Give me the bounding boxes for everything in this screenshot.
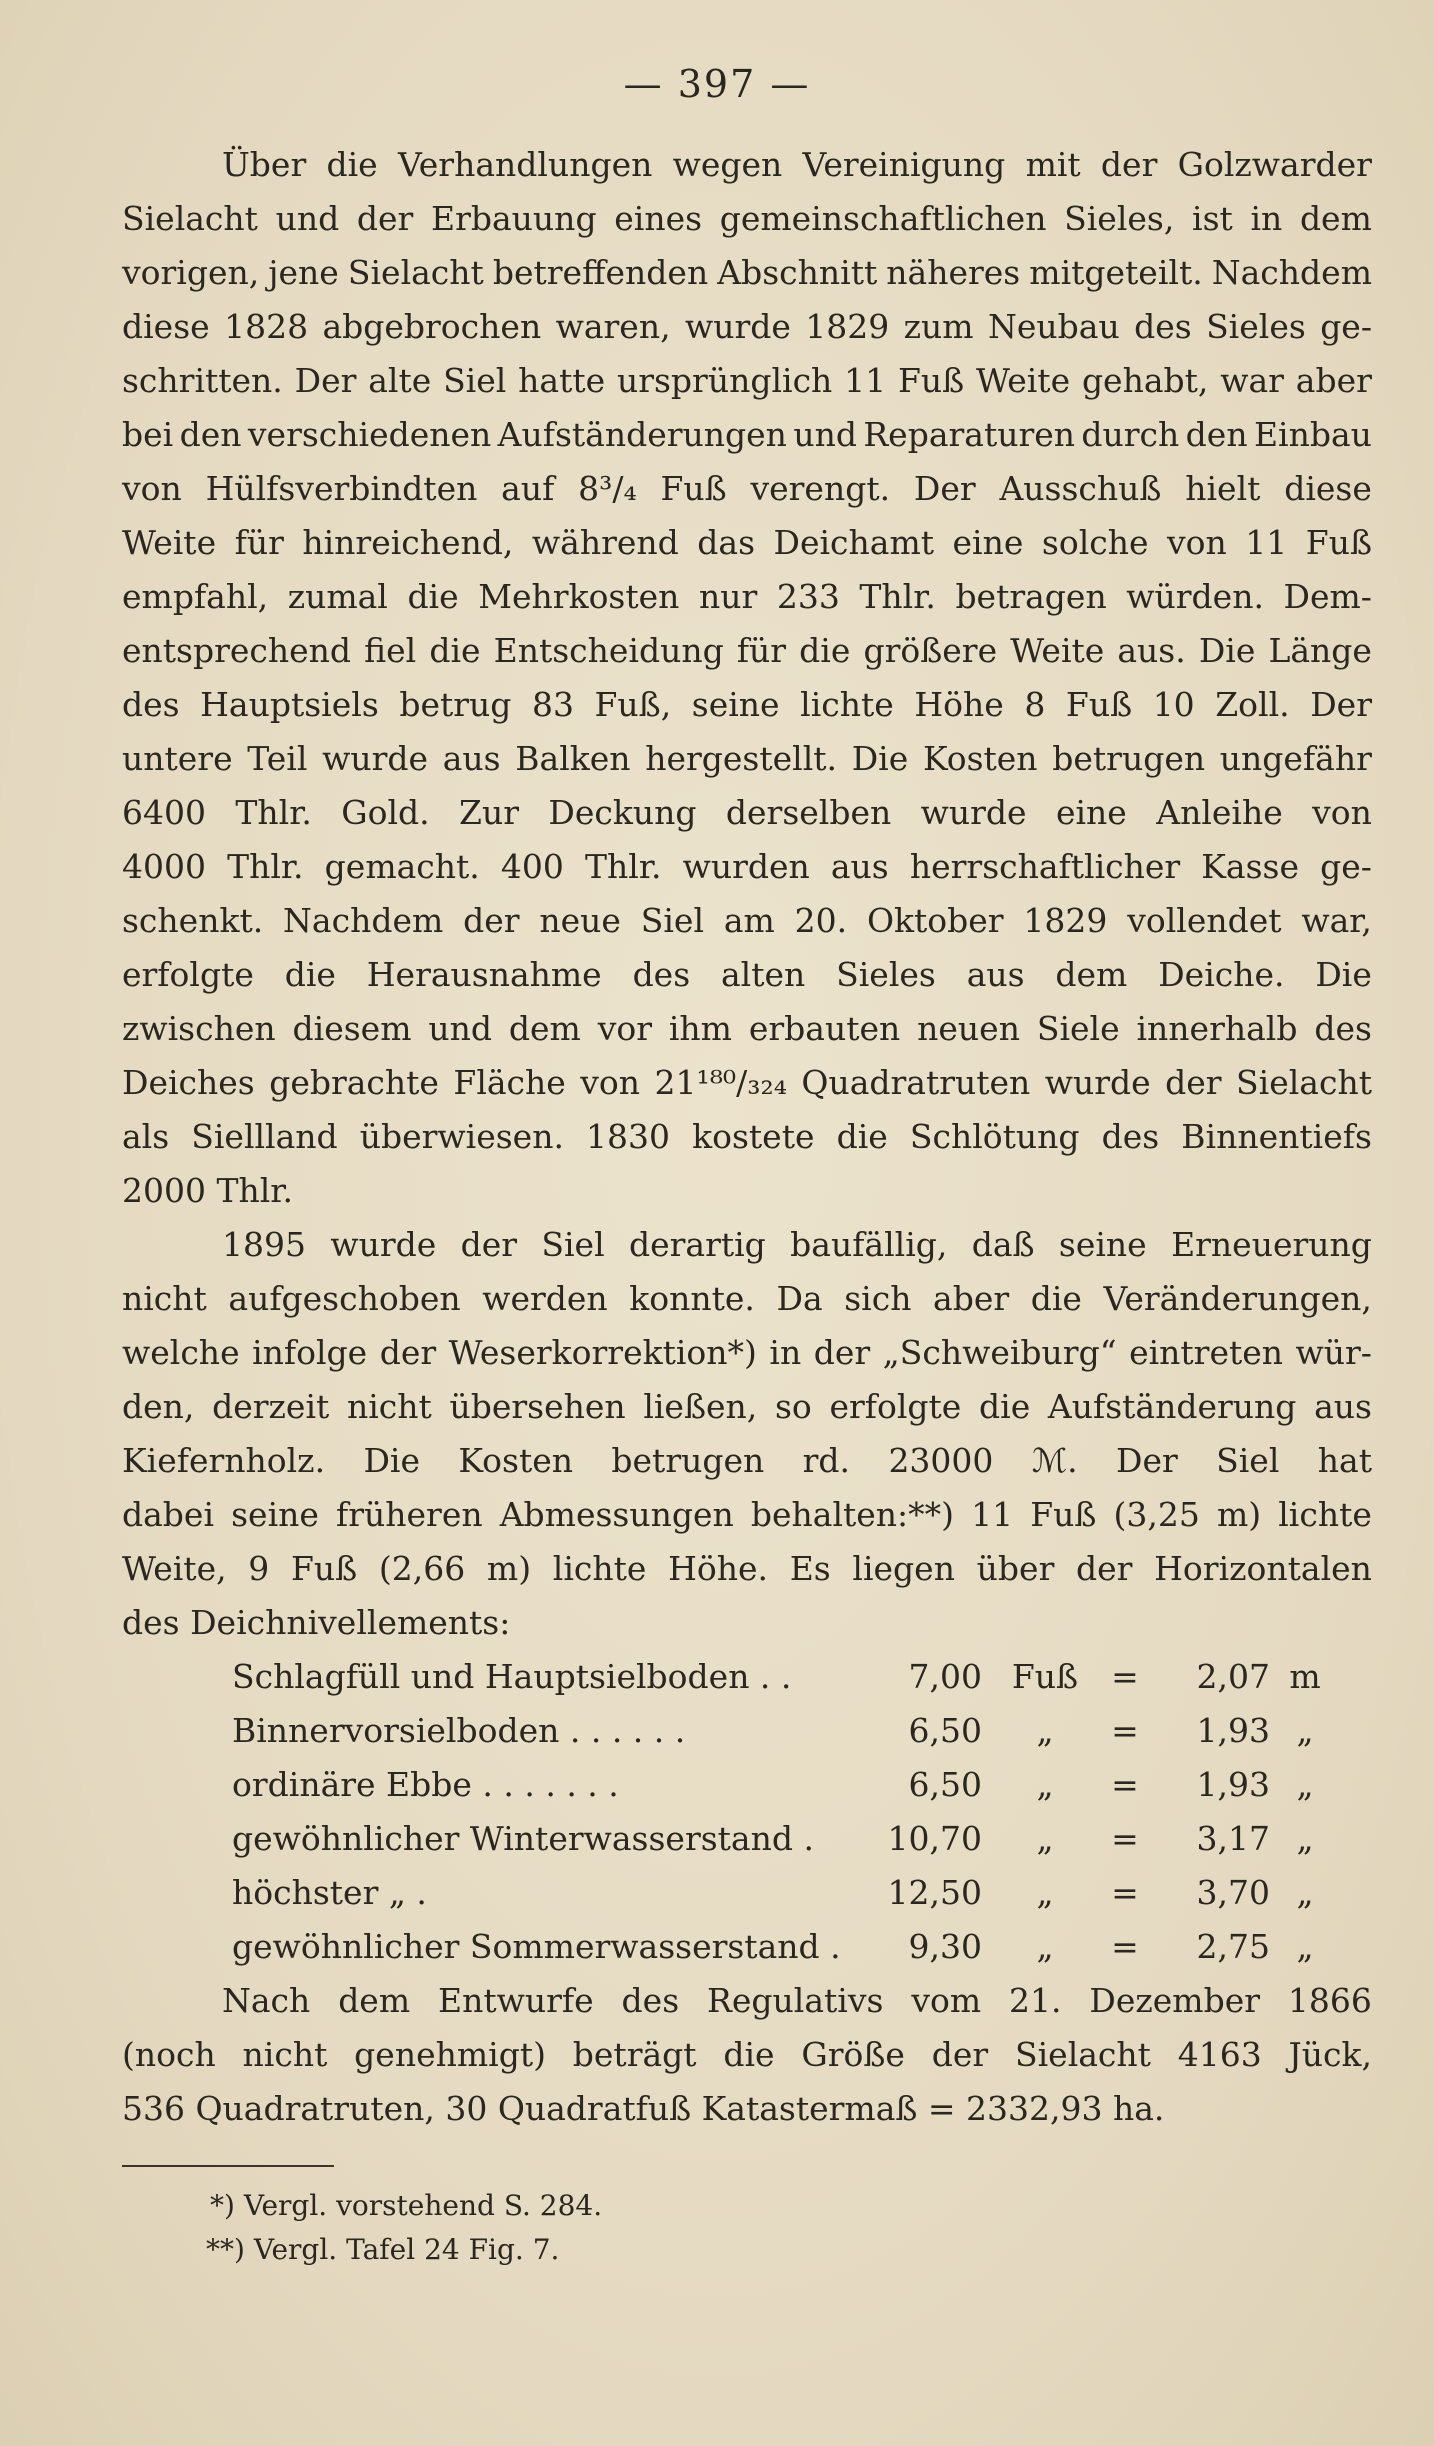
- cell-eq: =: [1111, 1711, 1139, 1750]
- cell-label: gewöhnlicher Sommerwasserstand .: [232, 1927, 841, 1966]
- cell-fuss: 6,50: [908, 1765, 982, 1804]
- text-line: Über die Verhandlungen wegen Vereinigung mit der Golzwarder: [222, 145, 1372, 184]
- text-line: welche infolge der Weserkorrektion*) in der „Schweiburg“ eintreten wür-: [122, 1333, 1372, 1372]
- text-line: schenkt. Nachdem der neue Siel am 20. Oktober 1829 vollendet war,: [122, 901, 1372, 940]
- cell-fuss: 12,50: [887, 1873, 982, 1912]
- cell-unit: „: [1036, 1765, 1054, 1804]
- cell-m: 3,70: [1196, 1873, 1270, 1912]
- text-line: den, derzeit nicht übersehen ließen, so erfolgte die Aufständerung aus: [122, 1387, 1372, 1426]
- table-row: [232, 1758, 1372, 1812]
- cell-fuss: 7,00: [908, 1657, 982, 1696]
- cell-label: Schlagfüll und Hauptsielboden . .: [232, 1657, 792, 1696]
- level-table: [232, 1650, 1372, 1974]
- cell-fuss: 10,70: [887, 1819, 982, 1858]
- text-line: bei den verschiedenen Aufständerungen und Reparaturen durch den Einbau: [122, 415, 1372, 454]
- cell-fuss: 6,50: [908, 1711, 982, 1750]
- cell-eq: =: [1111, 1765, 1139, 1804]
- text-line: (noch nicht genehmigt) beträgt die Größe der Sielacht 4163 Jück,: [122, 2035, 1372, 2074]
- cell-mu: „: [1296, 1873, 1314, 1912]
- cell-eq: =: [1111, 1927, 1139, 1966]
- text-line: Kiefernholz. Die Kosten betrugen rd. 23000 ℳ. Der Siel hat: [122, 1441, 1372, 1480]
- text-line: untere Teil wurde aus Balken hergestellt. Die Kosten betrugen ungefähr: [122, 739, 1372, 778]
- text-line: 4000 Thlr. gemacht. 400 Thlr. wurden aus herrschaftlicher Kasse ge-: [122, 847, 1372, 886]
- cell-unit: „: [1036, 1927, 1054, 1966]
- text-line: 536 Quadratruten, 30 Quadratfuß Katastermaß = 2332,93 ha.: [122, 2089, 1165, 2128]
- text-line: entsprechend fiel die Entscheidung für die größere Weite aus. Die Länge: [122, 631, 1372, 670]
- cell-eq: =: [1111, 1873, 1139, 1912]
- table-row: [232, 1920, 1372, 1974]
- footnote-1: *) Vergl. vorstehend S. 284.: [210, 2189, 603, 2222]
- text-line: nicht aufgeschoben werden konnte. Da sich aber die Veränderungen,: [122, 1279, 1372, 1318]
- paragraph-2: [122, 1218, 1372, 1650]
- text-line: 6400 Thlr. Gold. Zur Deckung derselben wurde eine Anleihe von: [122, 793, 1372, 832]
- cell-m: 3,17: [1196, 1819, 1270, 1858]
- text-line: des Hauptsiels betrug 83 Fuß, seine lichte Höhe 8 Fuß 10 Zoll. Der: [122, 685, 1372, 724]
- table-row: [232, 1812, 1372, 1866]
- text-line: erfolgte die Herausnahme des alten Sieles aus dem Deiche. Die: [122, 955, 1372, 994]
- table-row: [232, 1650, 1372, 1704]
- table-row: [232, 1866, 1372, 1920]
- page-number: — 397 —: [623, 62, 811, 106]
- table-row: [232, 1704, 1372, 1758]
- text-line: 2000 Thlr.: [122, 1171, 293, 1210]
- cell-mu: m: [1289, 1657, 1321, 1696]
- footnote-rule: [122, 2165, 334, 2167]
- cell-m: 2,75: [1196, 1927, 1270, 1966]
- cell-eq: =: [1111, 1657, 1139, 1696]
- cell-mu: „: [1296, 1927, 1314, 1966]
- cell-m: 1,93: [1196, 1765, 1270, 1804]
- text-line: des Deichnivellements:: [122, 1603, 511, 1642]
- text-line: zwischen diesem und dem vor ihm erbauten neuen Siele innerhalb des: [122, 1009, 1372, 1048]
- text-line: Sielacht und der Erbauung eines gemeinschaftlichen Sieles, ist in dem: [122, 199, 1372, 238]
- footnote-2: **) Vergl. Tafel 24 Fig. 7.: [206, 2233, 560, 2266]
- text-line: 1895 wurde der Siel derartig baufällig, daß seine Erneuerung: [222, 1225, 1372, 1264]
- text-line: Weite für hinreichend, während das Deichamt eine solche von 11 Fuß: [122, 523, 1372, 562]
- text-line: Deiches gebrachte Fläche von 21¹⁸⁰/₃₂₄ Quadratruten wurde der Sielacht: [122, 1063, 1372, 1102]
- body-text: [122, 138, 1372, 2136]
- cell-m: 2,07: [1196, 1657, 1270, 1696]
- cell-label: Binnervorsielboden . . . . . .: [232, 1711, 686, 1750]
- cell-eq: =: [1111, 1819, 1139, 1858]
- text-line: dabei seine früheren Abmessungen behalten:**) 11 Fuß (3,25 m) lichte: [122, 1495, 1372, 1534]
- text-line: Weite, 9 Fuß (2,66 m) lichte Höhe. Es liegen über der Horizontalen: [122, 1549, 1372, 1588]
- text-line: als Siellland überwiesen. 1830 kostete die Schlötung des Binnentiefs: [122, 1117, 1372, 1156]
- cell-unit: „: [1036, 1819, 1054, 1858]
- cell-unit: Fuß: [1011, 1657, 1079, 1696]
- text-line: schritten. Der alte Siel hatte ursprünglich 11 Fuß Weite gehabt, war aber: [122, 361, 1372, 400]
- text-line: von Hülfsverbindten auf 8³/₄ Fuß verengt. Der Ausschuß hielt diese: [122, 469, 1372, 508]
- cell-unit: „: [1036, 1873, 1054, 1912]
- cell-fuss: 9,30: [908, 1927, 982, 1966]
- text-line: Nach dem Entwurfe des Regulativs vom 21. Dezember 1866: [222, 1981, 1372, 2020]
- text-line: vorigen, jene Sielacht betreffenden Abschnitt näheres mitgeteilt. Nachdem: [122, 253, 1372, 292]
- cell-label: gewöhnlicher Winterwasserstand .: [232, 1819, 814, 1858]
- paragraph-1: [122, 138, 1372, 1218]
- cell-m: 1,93: [1196, 1711, 1270, 1750]
- cell-label: ordinäre Ebbe . . . . . . .: [232, 1765, 619, 1804]
- text-line: empfahl, zumal die Mehrkosten nur 233 Thlr. betragen würden. Dem-: [122, 577, 1372, 616]
- cell-label: höchster „ .: [232, 1873, 427, 1912]
- cell-unit: „: [1036, 1711, 1054, 1750]
- cell-mu: „: [1296, 1765, 1314, 1804]
- cell-mu: „: [1296, 1819, 1314, 1858]
- paragraph-3: [122, 1974, 1372, 2136]
- cell-mu: „: [1296, 1711, 1314, 1750]
- text-line: diese 1828 abgebrochen waren, wurde 1829 zum Neubau des Sieles ge-: [122, 307, 1372, 346]
